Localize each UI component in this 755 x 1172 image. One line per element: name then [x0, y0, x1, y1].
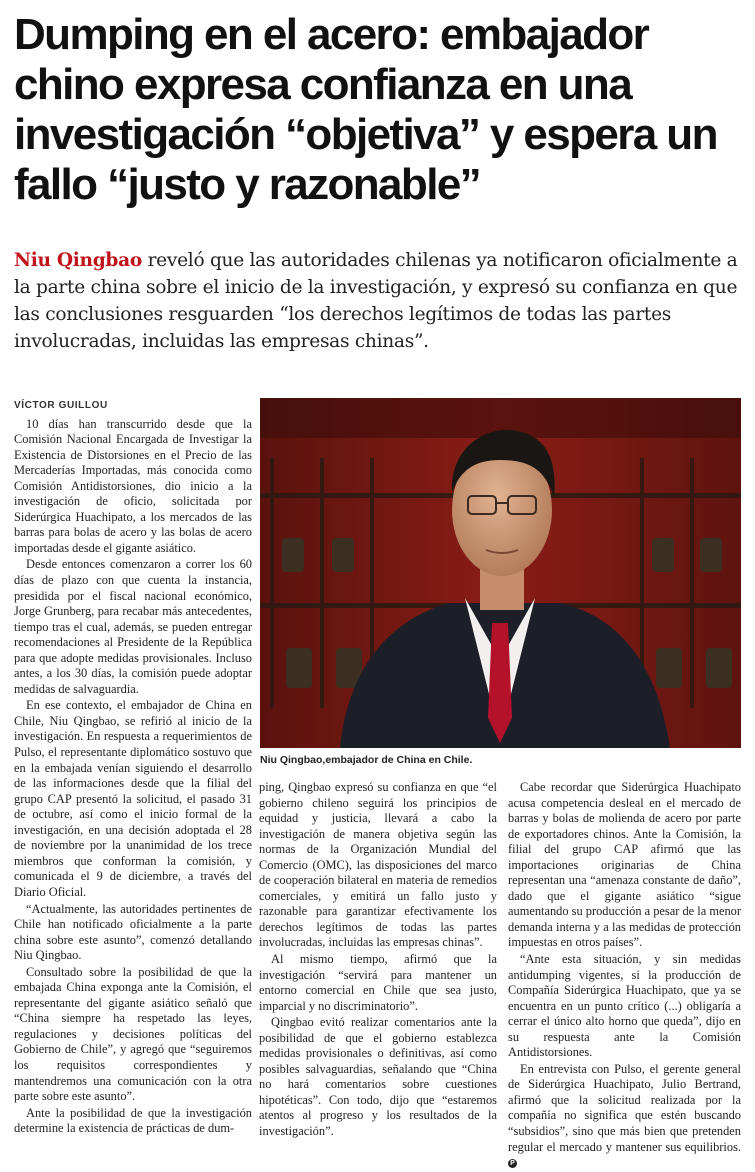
- headline: Dumping en el acero: embajador chino expresa confianza en una investigación “objetiva” y espera un fallo “justo y razonable”: [14, 10, 717, 209]
- paragraph-text: En entrevista con Pulso, el gerente general de Siderúrgica Huachipato, Julio Bertrand, afirmó que la solicitud realizada por la compañía no significa que estén buscando “subsidios”, sino que más bien que pretenden regular el mercado y mantener sus equilibrios.: [508, 1061, 741, 1154]
- paragraph: “Actualmente, las autoridades pertinentes de Chile han notificado oficialmente a la parte china sobre este asunto”, comenzó detallando Niu Qingbao.: [14, 901, 252, 963]
- lede-name: Niu Qingbao: [14, 250, 142, 271]
- paragraph: 10 días han transcurrido desde que la Comisión Nacional Encargada de Investigar la Existencia de Distorsiones en el Precio de las Mercaderías Importadas, más conocida como Comisión Antidistorsiones, dio inicio a la investigación de oficio, solicitada por Siderúrgica Huachipato, a los mercados de las barras para bolas de acero y las bolas de acero importadas desde el gigante asiático.: [14, 416, 252, 555]
- pulso-end-mark-icon: P: [508, 1159, 517, 1168]
- paragraph: “Ante esta situación, y sin medidas antidumping vigentes, si la producción de Compañía Siderúrgica Huachipato, que ya se encuentra en un punto crítico (...) obligaría a cerrar el único alto horno que queda”, dijo en su respuesta ante la Comisión Antidistorsiones.: [508, 952, 741, 1060]
- lede-text: reveló que las autoridades chilenas ya notificaron oficialmente a la parte china sobre el inicio de la investigación, y expresó su confianza en que las conclusiones resguarden “los derechos legítimos de todas las partes involucradas, incluidas las empresas chinas”.: [14, 250, 738, 352]
- paragraph: En ese contexto, el embajador de China en Chile, Niu Qingbao, se refirió al inicio de la investigación. En respuesta a requerimientos de Pulso, el representante diplomático sostuvo que en la embajada venían siguiendo el desarrollo de las informaciones desde que la filial del grupo CAP presentó la solicitud, el pasado 31 de octubre, así como el inicio formal de la investigación, en una decisión adoptada el 28 de noviembre por la unanimidad de los trece miembros que conforman la comisión, y comunicada el 9 de diciembre, a través del Diario Oficial.: [14, 698, 252, 899]
- byline: VÍCTOR GUILLOU: [14, 400, 108, 411]
- article-column-3: [508, 780, 741, 1171]
- paragraph: Cabe recordar que Siderúrgica Huachipato acusa competencia desleal en el mercado de barras y bolas de molienda de acero por parte de exportadores chinos. Ante la Comisión, la filial del grupo CAP afirmó que las importaciones originarias de China representan una “amenaza constante de daño”, dado que el gigante asiático “sigue aumentando su producción a pesar de la menor demanda interna y a las medidas de protección impuestas en otros países”.: [508, 780, 741, 950]
- ambassador-photo: [260, 398, 741, 748]
- photo-caption: Niu Qingbao,embajador de China en Chile.: [260, 754, 473, 766]
- paragraph: Ante la posibilidad de que la investigación determine la existencia de prácticas de dum-: [14, 1105, 252, 1136]
- paragraph: Al mismo tiempo, afirmó que la investigación “servirá para mantener un entorno comercial en Chile que sea justo, imparcial y no discriminatorio”.: [259, 952, 497, 1013]
- paragraph: Consultado sobre la posibilidad de que la embajada China exponga ante la Comisión, el representante del gigante asiático señaló que “China siempre ha respetado las leyes, regulaciones y decisiones políticas del Gobierno de Chile”, y agregó que “seguiremos los requisitos correspondientes y mantendremos una comunicación con la otra parte sobre este asunto”.: [14, 964, 252, 1104]
- ambassador-photo-art: [260, 398, 741, 748]
- paragraph: ping, Qingbao expresó su confianza en que “el gobierno chileno seguirá los principios de equidad y justicia, llevará a cabo la investigación de manera objetiva según las normas de la Organización Mundial del Comercio (OMC), las disposiciones del marco de cooperación bilateral en materia de remedios comerciales, y emitirá un fallo justo y razonable para garantizar efectivamente los derechos legítimos de todas las partes involucradas, incluidas las empresas chinas”.: [259, 780, 497, 950]
- paragraph: Qingbao evitó realizar comentarios ante la posibilidad de que el gobierno establezca medidas provisionales o definitivas, así como posibles salvaguardias, señalando que “China no hará comentarios sobre cuestiones hipotéticas”. Con todo, dijo que “estaremos atentos al progreso y los resultados de la investigación”.: [259, 1015, 497, 1139]
- paragraph: [508, 1062, 741, 1171]
- lede: [14, 247, 742, 355]
- article-column-2: [259, 780, 497, 1140]
- paragraph: Desde entonces comenzaron a correr los 60 días de plazo con que cuenta la instancia, presidida por el fiscal nacional económico, Jorge Grunberg, para recabar más antecedentes, tiempo tras el cual, además, se pueden entregar recomendaciones al Presidente de la República para que adopte medidas provisionales. Incluso antes, a los 30 días, la comisión puede adoptar medidas de salvaguardia.: [14, 557, 252, 696]
- article-column-1: [14, 398, 252, 1137]
